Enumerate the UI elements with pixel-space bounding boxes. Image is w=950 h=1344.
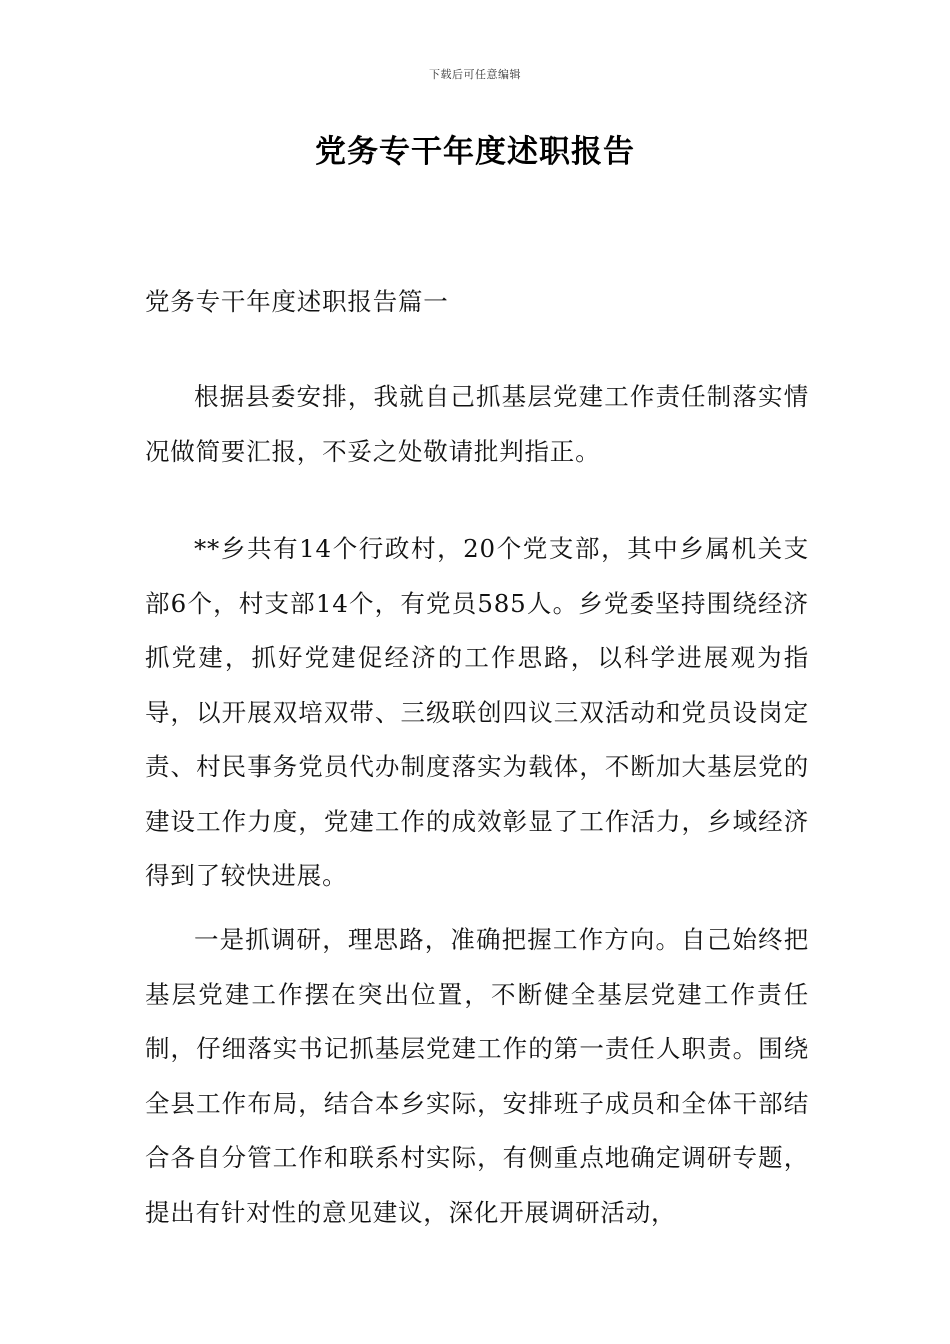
body-paragraph-1: 根据县委安排，我就自己抓基层党建工作责任制落实情况做简要汇报，不妥之处敬请批判指正。 (145, 382, 809, 466)
body-paragraph-3: 一是抓调研，理思路，准确把握工作方向。自己始终把基层党建工作摆在突出位置，不断健全基层党建工作责任制，仔细落实书记抓基层党建工作的第一责任人职责。围绕全县工作布局，结合本乡实际，安排班子成员和全体干部结合各自分管工作和联系村实际，有侧重点地确定调研专题，提出有针对性的意见建议，深化开展调研活动， (145, 925, 809, 1227)
header-note: 下载后可任意编辑 (429, 68, 521, 81)
body-paragraph-2: **乡共有14个行政村，20个党支部，其中乡属机关支部6个，村支部14个，有党员585人。乡党委坚持围绕经济抓党建，抓好党建促经济的工作思路，以科学进展观为指导，以开展双培双带、三级联创四议三双活动和党员设岗定责、村民事务党员代办制度落实为载体，不断加大基层党的建设工作力度，党建工作的成效彰显了工作活力，乡域经济得到了较快进展。 (145, 534, 809, 890)
section-heading: 党务专干年度述职报告篇一 (145, 287, 449, 316)
document-title: 党务专干年度述职报告 (315, 134, 635, 170)
